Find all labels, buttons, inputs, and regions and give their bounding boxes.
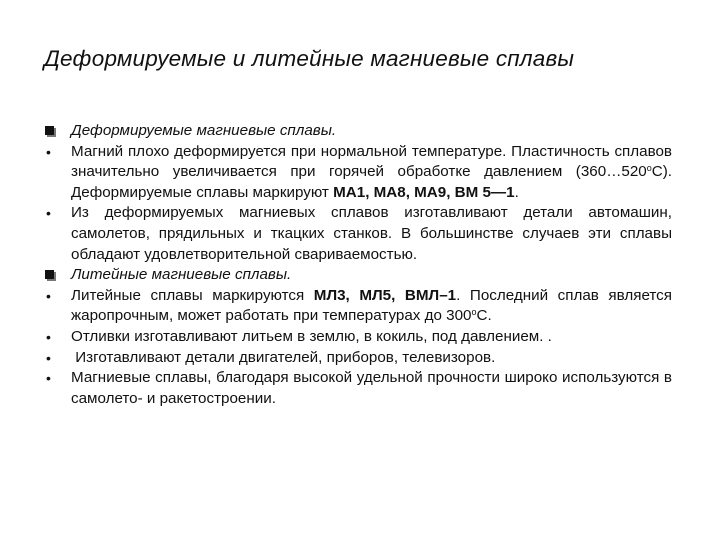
list-item — [44, 327, 672, 348]
alloy-grades: МЛ3, МЛ5, ВМЛ–1 — [313, 286, 457, 304]
bullet-dot-icon: • — [46, 349, 51, 366]
slide-content — [44, 121, 672, 409]
list-item — [44, 286, 672, 327]
list-item-text: Отливки изготавливают литьем в землю, в кокиль, под давлением. . — [71, 327, 552, 345]
section-heading-deformable — [44, 121, 672, 142]
alloy-grades: МА1, МА8, МА9, ВМ 5—1 — [333, 183, 515, 201]
bullet-dot-icon: • — [46, 328, 51, 345]
list-item — [44, 368, 672, 409]
list-item — [44, 203, 672, 265]
section-heading-cast — [44, 265, 672, 286]
square-bullet-icon — [44, 265, 64, 286]
bullet-dot-icon: • — [46, 205, 51, 222]
bullet-dot-icon: • — [46, 370, 51, 387]
bullet-dot-icon: • — [46, 287, 51, 304]
list-item — [44, 348, 672, 369]
square-bullet-icon — [44, 121, 64, 142]
list-item-text: Магниевые сплавы, благодаря высокой удельной прочности широко используются в самолето- и ракетостроении. — [71, 369, 672, 407]
heading-text: Деформируемые магниевые сплавы. — [71, 122, 337, 139]
heading-text: Литейные магниевые сплавы. — [71, 266, 292, 284]
list-item-text: Изготавливают детали двигателей, приборов, телевизоров. — [71, 348, 496, 366]
slide-title: Деформируемые и литейные магниевые сплавы — [44, 46, 575, 71]
list-item-text: Магний плохо деформируется при нормальной температуре. Пластичность сплавов значительно увеличивается при горячей обработке давлением $(360\dots 520^оС)$. Деформируемые сплавы маркируют МА1, МА8, МА9, ВМ 5—1. — [71, 142, 672, 201]
list-item-text: Из деформируемых магниевых сплавов изготавливают детали автомашин, самолетов, прядильных и ткацких станков. В большинстве случаев эти сплавы обладают удовлетворительной свариваемостью. — [71, 204, 672, 263]
bullet-dot-icon: • — [46, 143, 51, 160]
list-item-text: Литейные сплавы маркируются МЛ3, МЛ5, ВМЛ–1. Последний сплав является жаропрочным, может работать при температурах до $300^оС$. — [71, 286, 672, 325]
list-item — [44, 142, 672, 204]
